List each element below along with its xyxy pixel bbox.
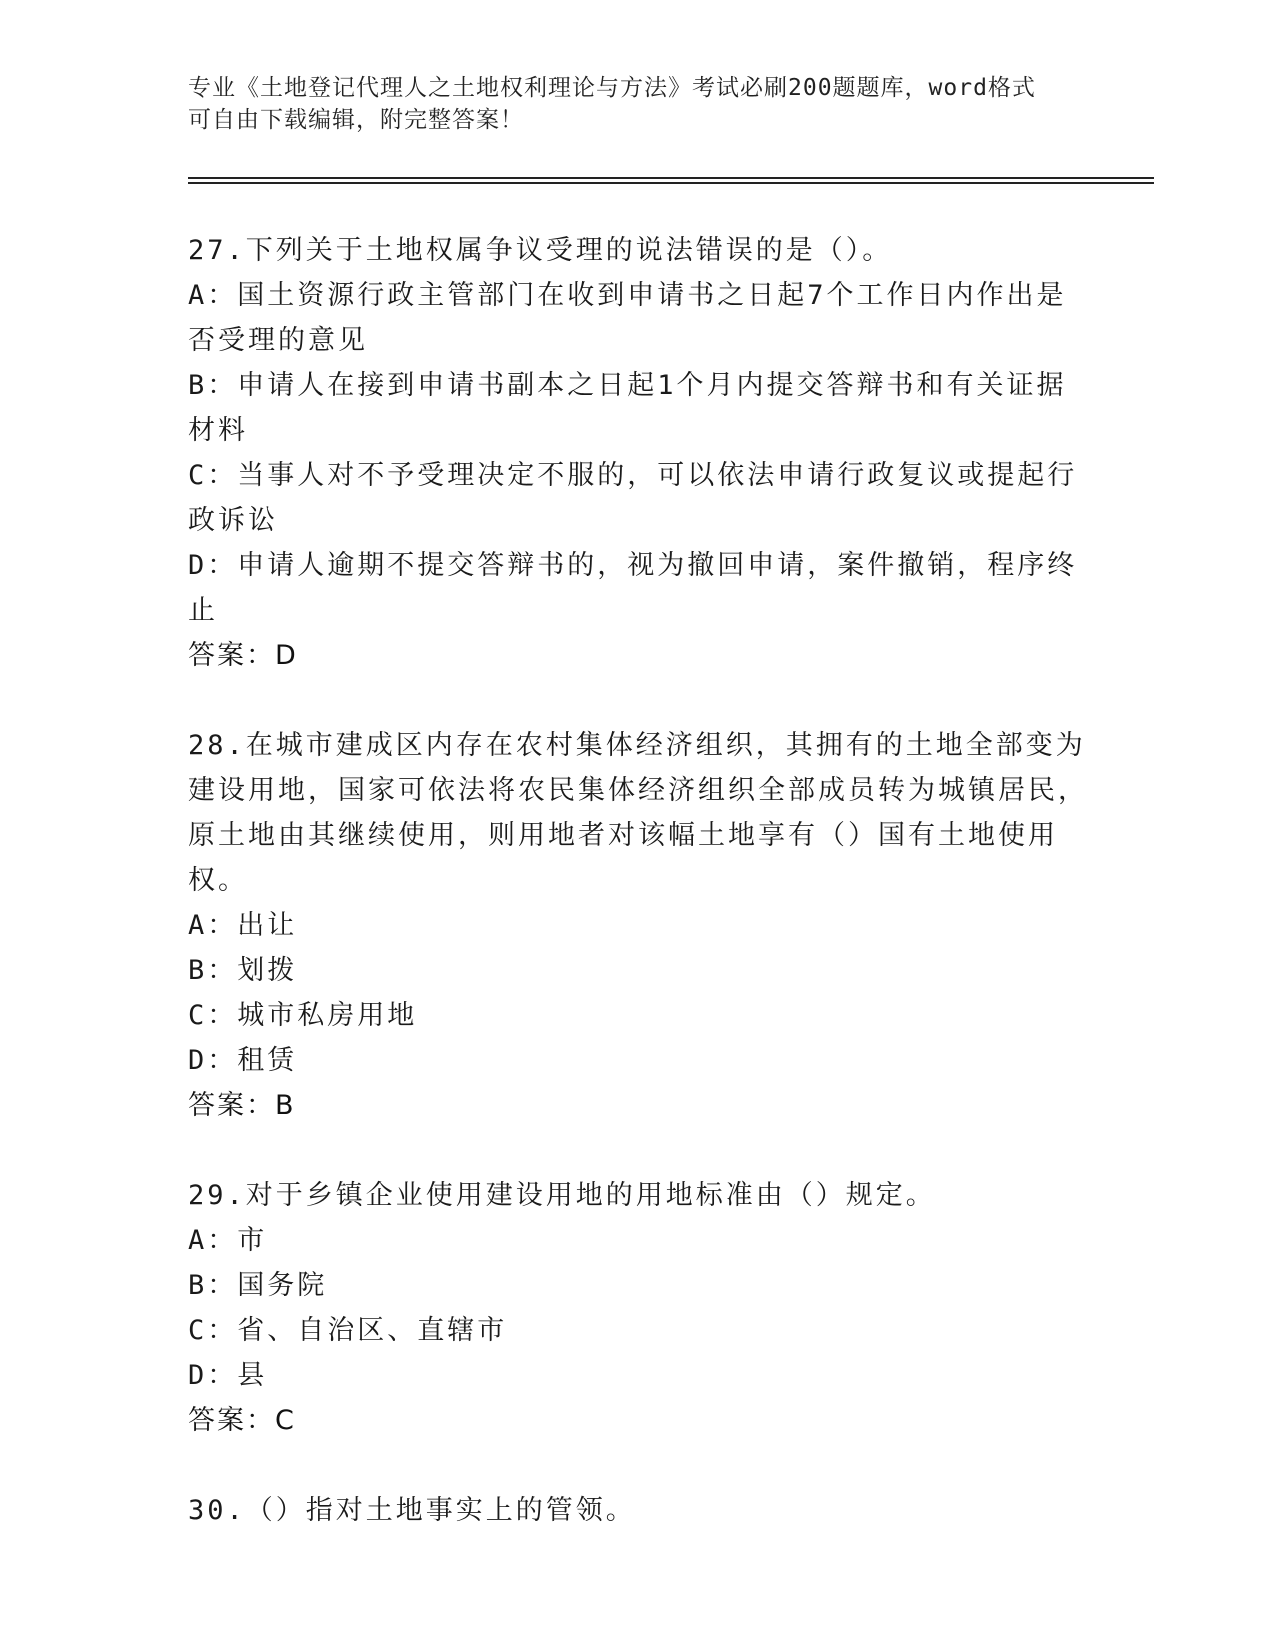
header-title-line-1: 专业《土地登记代理人之土地权利理论与方法》考试必刷200题题库，word格式 [188,75,1036,101]
option-d: D：县 [188,1360,268,1391]
question-spacer [188,1443,1088,1488]
question-list [188,228,1088,1533]
header-divider-top [188,177,1154,179]
question-spacer [188,678,1088,723]
document-header [188,72,1068,136]
question-30 [188,1488,1088,1533]
option-c: C：当事人对不予受理决定不服的，可以依法申请行政复议或提起行政诉讼 [188,460,1078,536]
question-stem: 29.对于乡镇企业使用建设用地的用地标准由（）规定。 [188,1180,936,1211]
option-b: B：国务院 [188,1270,328,1301]
option-b: B：划拨 [188,955,298,986]
header-divider-bottom [188,182,1154,184]
question-stem: 27.下列关于土地权属争议受理的说法错误的是（）。 [188,235,893,266]
question-29 [188,1173,1088,1443]
option-a: A：国土资源行政主管部门在收到申请书之日起7个工作日内作出是否受理的意见 [188,280,1067,356]
option-d: D：租赁 [188,1045,298,1076]
answer-line: 答案：C [188,1405,296,1436]
option-b: B：申请人在接到申请书副本之日起1个月内提交答辩书和有关证据材料 [188,370,1067,446]
question-28 [188,723,1088,1128]
option-c: C：省、自治区、直辖市 [188,1315,508,1346]
question-stem: 28.在城市建成区内存在农村集体经济组织，其拥有的土地全部变为建设用地，国家可依法将农民集体经济组织全部成员转为城镇居民，原土地由其继续使用，则用地者对该幅土地享有（）国有土地使用权。 [188,730,1088,896]
header-title-line-2: 可自由下载编辑，附完整答案！ [188,107,524,133]
option-a: A：市 [188,1225,268,1256]
answer-line: 答案：D [188,640,298,671]
answer-line: 答案：B [188,1090,296,1121]
question-stem: 30.（）指对土地事实上的管领。 [188,1495,636,1526]
option-a: A：出让 [188,910,298,941]
option-c: C：城市私房用地 [188,1000,418,1031]
question-27 [188,228,1088,678]
option-d: D：申请人逾期不提交答辩书的，视为撤回申请，案件撤销，程序终止 [188,550,1078,626]
question-spacer [188,1128,1088,1173]
